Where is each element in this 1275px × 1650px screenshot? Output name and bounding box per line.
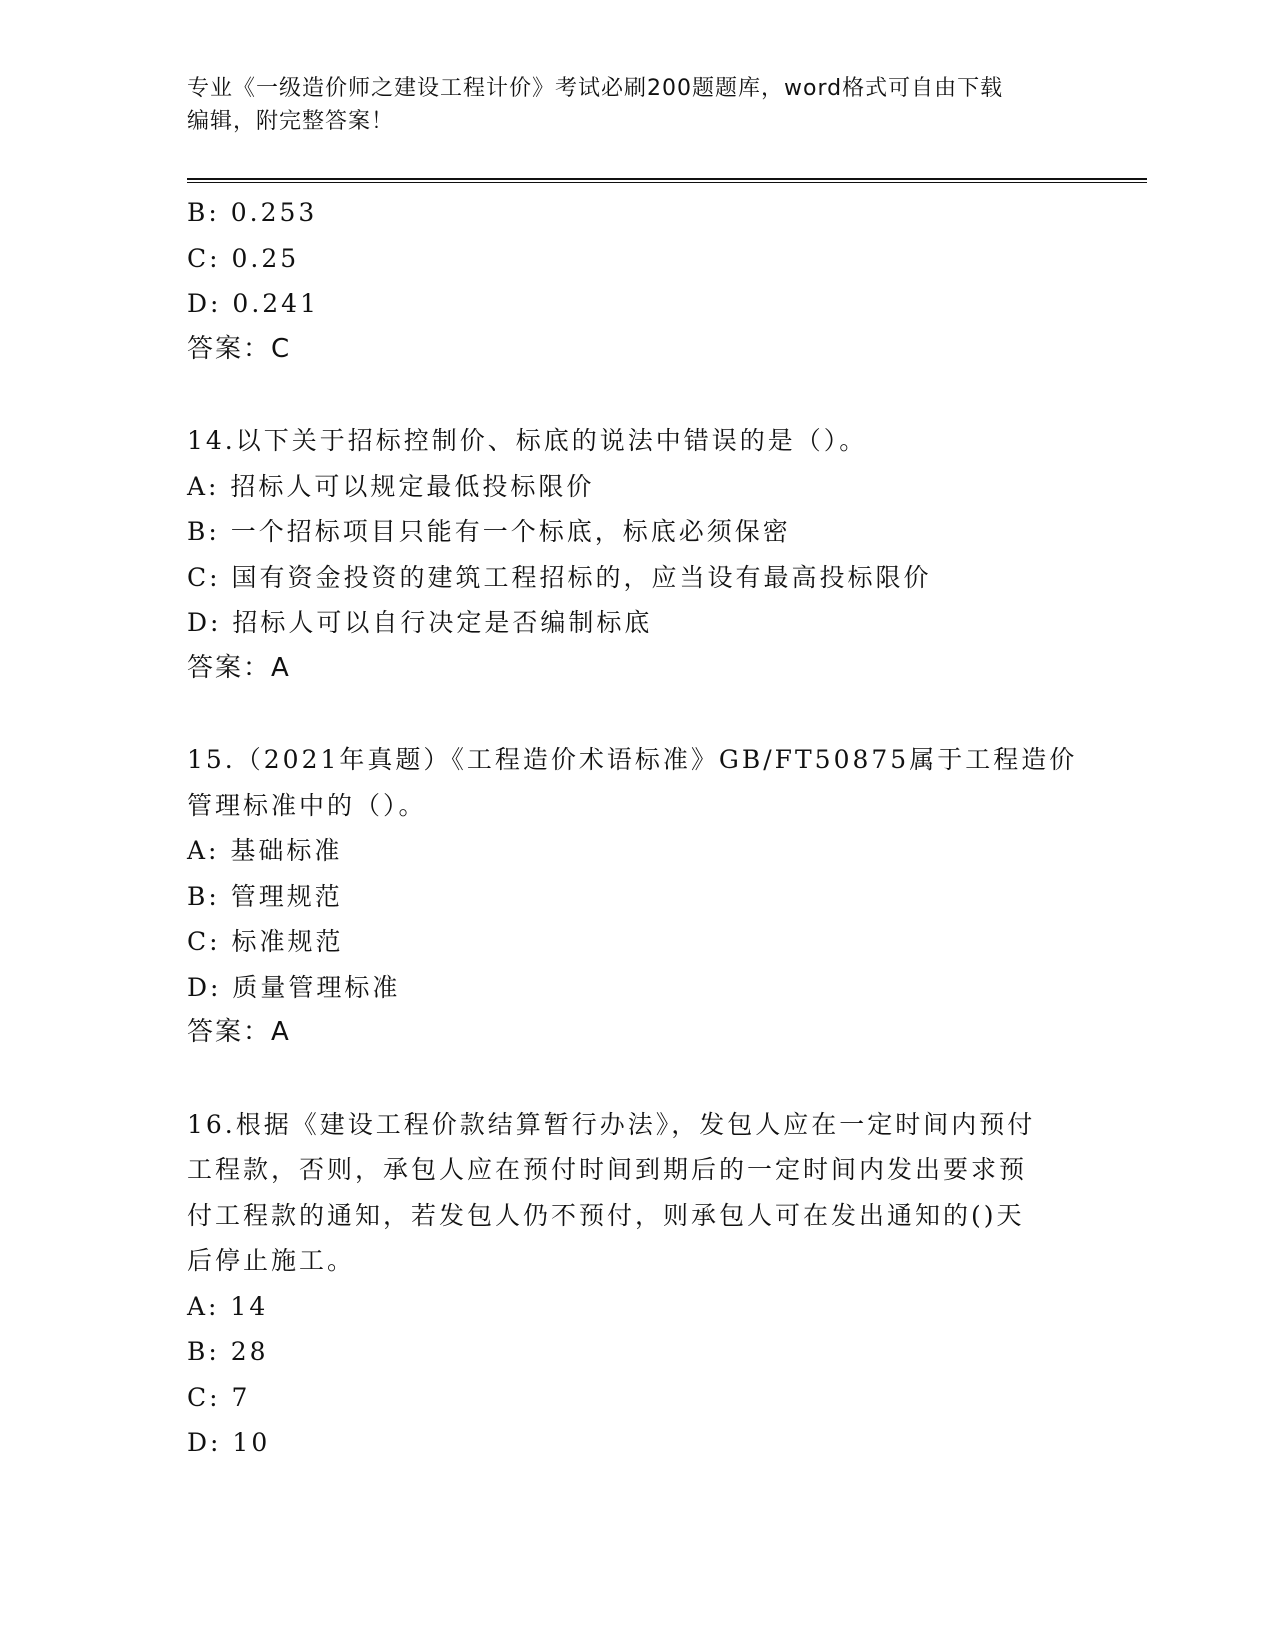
- option-d: D: 质量管理标准: [187, 972, 401, 1002]
- spacer: [187, 1056, 1087, 1102]
- option-c: C: 标准规范: [187, 927, 344, 956]
- option-b: B: 一个招标项目只能有一个标底，标底必须保密: [187, 517, 791, 546]
- option-a: A: 14: [187, 1291, 269, 1321]
- question-13-tail: [187, 190, 1087, 372]
- answer-line: 答案：A: [187, 652, 291, 683]
- question-text-line-2: 管理标准中的（）。: [187, 790, 427, 820]
- option-a: A: 基础标准: [187, 836, 343, 865]
- option-d: D: 0.241: [187, 289, 319, 318]
- question-14: [187, 418, 1087, 691]
- question-text: 14.以下关于招标控制价、标底的说法中错误的是（）。: [187, 426, 868, 455]
- option-c: C: 7: [187, 1382, 251, 1412]
- option-b: B: 28: [187, 1337, 269, 1366]
- question-list: [187, 190, 1087, 1466]
- question-text-line-1: 15.（2021年真题）《工程造价术语标准》GB/FT50875属于工程造价: [187, 745, 1078, 774]
- option-b: B: 管理规范: [187, 881, 343, 911]
- option-d: D: 招标人可以自行决定是否编制标底: [187, 608, 653, 637]
- question-text-line-1: 16.根据《建设工程价款结算暂行办法》，发包人应在一定时间内预付: [187, 1109, 1036, 1139]
- question-text-line-2: 工程款，否则，承包人应在预付时间到期后的一定时间内发出要求预: [187, 1155, 1028, 1184]
- header-line-1: 专业《一级造价师之建设工程计价》考试必刷200题题库，word格式可自由下载: [187, 76, 1004, 101]
- answer-line: 答案：A: [187, 1017, 291, 1047]
- option-d: D: 10: [187, 1428, 271, 1457]
- option-c: C: 国有资金投资的建筑工程招标的，应当设有最高投标限价: [187, 562, 932, 592]
- document-header: [187, 72, 1087, 138]
- question-text-line-3: 付工程款的通知，若发包人仍不预付，则承包人可在发出通知的()天: [187, 1200, 1025, 1230]
- answer-line: 答案：C: [187, 333, 292, 364]
- option-b: B: 0.253: [187, 198, 318, 227]
- header-line-2: 编辑，附完整答案！: [187, 109, 395, 134]
- question-text-line-4: 后停止施工。: [187, 1246, 356, 1275]
- spacer: [187, 691, 1087, 737]
- question-15: [187, 737, 1087, 1056]
- option-a: A: 招标人可以规定最低投标限价: [187, 471, 595, 501]
- header-divider: [187, 178, 1147, 183]
- spacer: [187, 372, 1087, 418]
- option-c: C: 0.25: [187, 243, 300, 273]
- question-16: [187, 1102, 1087, 1466]
